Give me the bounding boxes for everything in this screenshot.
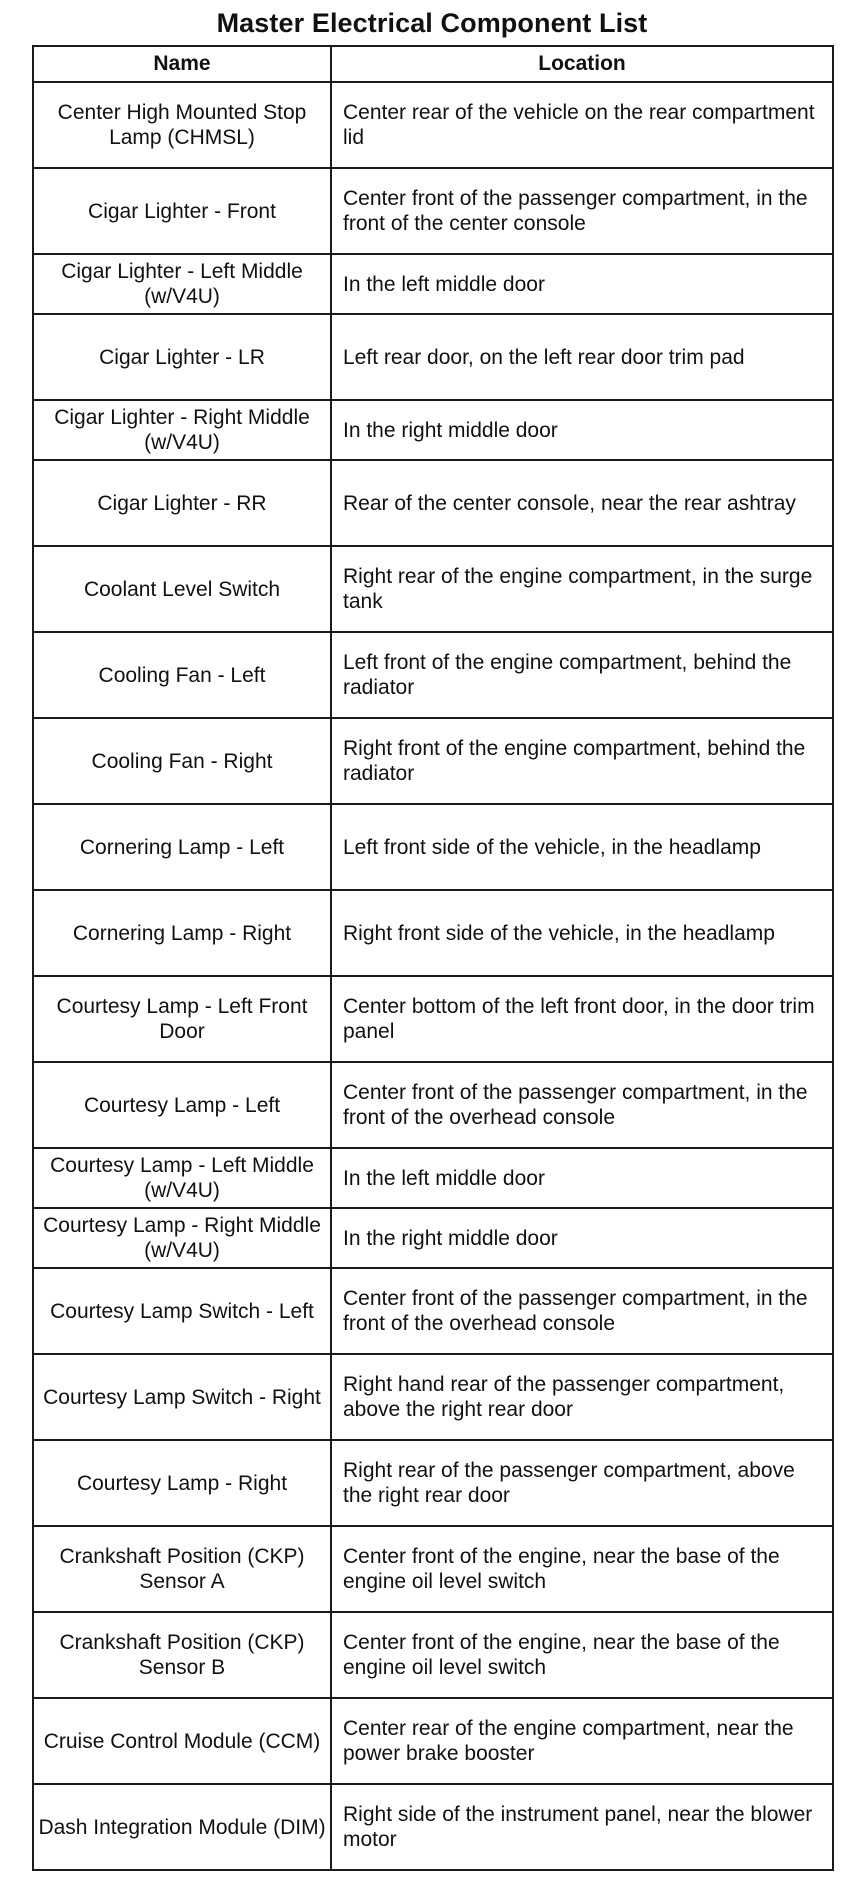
component-table: [32, 45, 834, 1871]
table-row: [33, 976, 833, 1062]
component-name-cell: Coolant Level Switch: [33, 546, 331, 632]
table-row: [33, 460, 833, 546]
component-location-cell: Left rear door, on the left rear door trim pad: [331, 314, 833, 400]
component-location-cell: Center front of the passenger compartment, in the front of the overhead console: [331, 1062, 833, 1148]
component-name-cell: Cigar Lighter - Front: [33, 168, 331, 254]
component-name-cell: Cruise Control Module (CCM): [33, 1698, 331, 1784]
page-title: Master Electrical Component List: [216, 8, 648, 38]
component-location-cell: Right side of the instrument panel, near the blower motor: [331, 1784, 833, 1870]
component-name-cell: Cornering Lamp - Left: [33, 804, 331, 890]
component-name-cell: Cigar Lighter - LR: [33, 314, 331, 400]
component-name-cell: Center High Mounted Stop Lamp (CHMSL): [33, 82, 331, 168]
table-row: [33, 1268, 833, 1354]
table-row: [33, 1612, 833, 1698]
table-row: [33, 1440, 833, 1526]
component-name-cell: Cornering Lamp - Right: [33, 890, 331, 976]
component-location-cell: Center front of the engine, near the base of the engine oil level switch: [331, 1526, 833, 1612]
component-location-cell: In the left middle door: [331, 1148, 833, 1208]
component-location-cell: Center front of the passenger compartment, in the front of the overhead console: [331, 1268, 833, 1354]
component-name-cell: Courtesy Lamp - Right: [33, 1440, 331, 1526]
column-header-name: Name: [33, 46, 331, 82]
component-location-cell: Right rear of the engine compartment, in the surge tank: [331, 546, 833, 632]
table-row: [33, 1208, 833, 1268]
table-row: [33, 1354, 833, 1440]
component-location-cell: Right front side of the vehicle, in the headlamp: [331, 890, 833, 976]
component-name-cell: Courtesy Lamp - Left Front Door: [33, 976, 331, 1062]
component-location-cell: Center bottom of the left front door, in the door trim panel: [331, 976, 833, 1062]
component-location-cell: Center front of the passenger compartment, in the front of the center console: [331, 168, 833, 254]
table-row: [33, 1062, 833, 1148]
component-location-cell: Left front side of the vehicle, in the headlamp: [331, 804, 833, 890]
component-location-cell: In the right middle door: [331, 1208, 833, 1268]
component-location-cell: In the left middle door: [331, 254, 833, 314]
table-row: [33, 254, 833, 314]
component-location-cell: Right hand rear of the passenger compartment, above the right rear door: [331, 1354, 833, 1440]
table-row: [33, 890, 833, 976]
component-location-cell: Center rear of the engine compartment, near the power brake booster: [331, 1698, 833, 1784]
table-row: [33, 632, 833, 718]
component-name-cell: Cigar Lighter - Left Middle (w/V4U): [33, 254, 331, 314]
table-row: [33, 1148, 833, 1208]
table-body: [33, 82, 833, 1870]
table-row: [33, 400, 833, 460]
component-name-cell: Cooling Fan - Right: [33, 718, 331, 804]
table-row: [33, 1526, 833, 1612]
table-row: [33, 1698, 833, 1784]
component-location-cell: Center rear of the vehicle on the rear compartment lid: [331, 82, 833, 168]
component-location-cell: In the right middle door: [331, 400, 833, 460]
column-header-location: Location: [331, 46, 833, 82]
component-name-cell: Cigar Lighter - RR: [33, 460, 331, 546]
table-row: [33, 718, 833, 804]
component-name-cell: Cooling Fan - Left: [33, 632, 331, 718]
component-location-cell: Rear of the center console, near the rear ashtray: [331, 460, 833, 546]
component-location-cell: Right front of the engine compartment, behind the radiator: [331, 718, 833, 804]
component-name-cell: Cigar Lighter - Right Middle (w/V4U): [33, 400, 331, 460]
table-header-row: [33, 46, 833, 82]
component-name-cell: Crankshaft Position (CKP) Sensor B: [33, 1612, 331, 1698]
component-name-cell: Dash Integration Module (DIM): [33, 1784, 331, 1870]
component-name-cell: Crankshaft Position (CKP) Sensor A: [33, 1526, 331, 1612]
component-name-cell: Courtesy Lamp - Left Middle (w/V4U): [33, 1148, 331, 1208]
table-row: [33, 804, 833, 890]
component-name-cell: Courtesy Lamp - Left: [33, 1062, 331, 1148]
component-name-cell: Courtesy Lamp Switch - Left: [33, 1268, 331, 1354]
table-row: [33, 82, 833, 168]
table-row: [33, 546, 833, 632]
component-name-cell: Courtesy Lamp - Right Middle (w/V4U): [33, 1208, 331, 1268]
table-row: [33, 168, 833, 254]
table-row: [33, 314, 833, 400]
component-location-cell: Right rear of the passenger compartment, above the right rear door: [331, 1440, 833, 1526]
component-name-cell: Courtesy Lamp Switch - Right: [33, 1354, 331, 1440]
component-location-cell: Left front of the engine compartment, behind the radiator: [331, 632, 833, 718]
component-location-cell: Center front of the engine, near the base of the engine oil level switch: [331, 1612, 833, 1698]
table-row: [33, 1784, 833, 1870]
